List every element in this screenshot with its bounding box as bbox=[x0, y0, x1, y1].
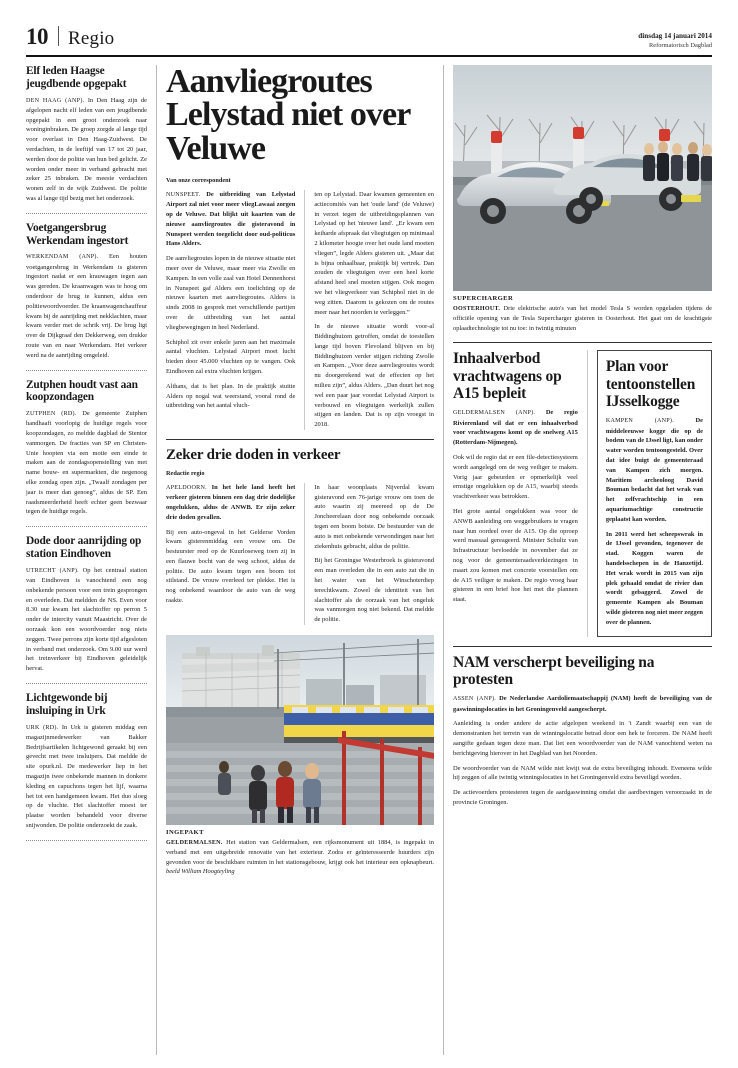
article-body bbox=[166, 190, 295, 249]
headline: Lichtgewonde bij insluiping in Urk bbox=[26, 692, 108, 717]
article-nam bbox=[453, 654, 712, 808]
photo-caption-text bbox=[453, 304, 712, 333]
article-body bbox=[26, 409, 147, 517]
article-body: In haar woonplaats Nijverdal kwam gisteravond een 76-jarige vrouw om toen de auto waarin zij meereed op de De Joncheerelaan door nog onbekende oorzaak tegen een boom botste. De bestuurder van de auto is met onbekende verwondingen naar het ziekenhuis gebracht, aldus de politie. bbox=[314, 483, 434, 550]
article-body: In de nieuwe situatie wordt voor-al Biddinghuizen getroffen, omdat de toestellen lange tijd boven Flevoland blijven en bij Biddinghuizen verder stijgen richting Zwolle en Kampen. „Voor deze aanvliegroutes wordt nu doorgerekend wat de effecten op het milieu zijn”, aldus Alders. „Dan duurt het nog wel een paar jaar voordat Lelystad Airport is verbouwd en vliegtuigen werkelijk zullen stijgen en landen. Dat is op zijn vroegst in 2018. bbox=[314, 323, 434, 429]
lead-text: De regio Rivierenland wil dat er een inhaalverbod voor vrachtwagens komt op de snelweg A15 (Rotterdam-Nijmegen). bbox=[453, 409, 578, 447]
article-body: Aanleiding is onder andere de actie afgelopen weekend in 't Zandt waarbij een van de demonstranten het terrein van de winningslocatie betrad door een hek te forceren. De NAM heeft aangifte gedaan tegen deze man. Dat liet een woordvoerder van de NAM vanochtend weten na berichtgeving hierover in het Dagblad van het Noorden. bbox=[453, 720, 712, 757]
article-body: Schiphol zit over enkele jaren aan het maximale aantal vluchten. Lelystad Airport moet lucht bieden door 45.000 vluchten op te vangen. Ook Eindhoven zal extra vluchten krijgen. bbox=[166, 338, 296, 375]
article-eindhoven bbox=[26, 535, 147, 674]
page-number: 10 bbox=[26, 24, 48, 49]
dateline: DEN HAAG (ANP). bbox=[26, 97, 85, 104]
right-split-row bbox=[453, 350, 712, 636]
divider bbox=[166, 439, 434, 440]
article-body: De woordvoerder van de NAM wilde niet kwijt wat de extra beveiliging inhoudt. Eveneens wilde hij zeggen of alle twintig winningslocaties in het Groningenveld extra beveiligd worden. bbox=[453, 764, 712, 782]
dateline: APELDOORN. bbox=[166, 484, 207, 491]
article-inhaalverbod bbox=[453, 350, 578, 636]
main-col-1 bbox=[166, 190, 295, 430]
article-body: Bij een auto-ongeval in het Gelderse Vorden kwam gisterenmiddag een vrouw om. De bestuurster reed op de Kuurloseweg toen zij in een flauwe bocht van de weg schoot, aldus de politie. De auto kwam tegen een boom tot stilstand. De vrouw overleed ter plekke. Het is nog onbekend waardoor de auto van de weg raakte. bbox=[166, 528, 296, 605]
body-text: Een houten voetgangersbrug in Werkendam is gisteren ingestort nadat er een krauwagen tegen aan was gereden. De kraanwagen was te hoog om onderdoor de brug te kunnen, aldus een politiewoordvoerder. De kraanwagenchauffeur kwam bij de aanrijding met nekklachten, maar kwam verder met de schrik vrij. De brug ligt over de Dijkgraaf den Dekkerweg, een drukke route van en naar Werkendam. Het verkeer werd na de aanrijding omgeleid. bbox=[26, 253, 147, 359]
article-body: Het grote aantal ongelukken was voor de ANWB aanleiding om weggebruikers te vragen naar hun oordeel over de A15. Op die oproep werd massaal gereageerd. Minister Schultz van Infrastructuur bevloedde in november dat ze nog voor de gemeenteraadsverkiezingen in maart zou komen met concrete voorstellen om de A15 veiliger te maken. De regio vroeg haar gisteren in een brief hoe het met die plannen staat. bbox=[453, 508, 578, 604]
article-body bbox=[26, 96, 147, 204]
headline: Elf leden Haagse jeugdbende opgepakt bbox=[26, 65, 127, 90]
main-byline: Van onze correspondent bbox=[166, 176, 231, 184]
article-body: De actievoerders protesteren tegen de aardgaswinning omdat die aardbevingen veroorzaakt in de provincie Groningen. bbox=[453, 789, 712, 806]
station-photo-graphic bbox=[166, 635, 434, 825]
lead-text: De uitbreiding van Lelystad Airport zal niet voor meer vliegLawaai zorgen op de Veluwe. Dat blijkt uit kaarten van de nieuwe aanvliegroutes die gisteravond in Nunspeet werden toegelicht door oud-politicus Hans Alders. bbox=[166, 190, 296, 248]
article-body bbox=[26, 723, 147, 831]
caption-body: Het station van Geldermalsen, een rijksmonument uit 1884, is ingepakt in verband met een uitgebreide renovatie van het exterieur. Zodra er geïnteresseerde huurders zijn gevonden voor de beschikbare ruimten in het stationsgebouw, krijgt ook het interieur een opknapbeurt. bbox=[166, 839, 434, 866]
article-body bbox=[453, 694, 712, 714]
column-middle bbox=[156, 65, 443, 1055]
photo-credit: beeld William Hoogteyling bbox=[166, 868, 235, 876]
masthead-left bbox=[26, 24, 114, 50]
article-voetgangersbrug bbox=[26, 222, 147, 361]
article-ijsselkogge bbox=[597, 350, 712, 636]
caption-dateline: GELDERMALSEN. bbox=[166, 840, 223, 847]
dateline: GELDERMALSEN (ANP). bbox=[453, 410, 536, 417]
caption-body: Drie elektrische auto's van het model Tesla S worden opgeladen tijdens de officiële opening van de Tesla Supercharger gisteren in Oosterhout. Het gaat om de krachtigste oplaadtechnologie tot nu toe: in twintig minuten bbox=[453, 305, 712, 332]
divider bbox=[26, 370, 147, 371]
article-body bbox=[166, 483, 295, 523]
article-body: De aanvliegroutes lopen in de nieuwe situatie niet meer over de Veluwe, maar meer via Zwolle en Kampen. In een volle zaal van Hotel Dennenhorst in Nunspeet gaf Alders een toelichting op de nieuwe kaarten met aanvliegroutes. Alders is sinds 2008 in gesprek met verschillende partijen over de uitbreiding van het aantal vliegbewegingen in heel Nederland. bbox=[166, 255, 296, 331]
photo-caption-text bbox=[166, 838, 434, 877]
article-body bbox=[453, 408, 578, 448]
dateline: URK (RD). bbox=[26, 724, 59, 731]
divider bbox=[26, 840, 147, 841]
photo-caption-label: SUPERCHARGER bbox=[453, 295, 514, 302]
divider bbox=[453, 342, 712, 343]
article-body: In 2011 werd het scheepswrak in de IJssel gevonden, tegenover de stad. Koggen waren de handelsschepen in de Hanzetijd. Het wrak wordt in 2015 van zijn plek gehaald omdat de rivier dan wordt gebaggerd. Zowel de gemeente Kampen als Bouman wilde gisteren nog niet meer zeggen over de plannen. bbox=[605, 530, 704, 626]
verkeer-columns bbox=[166, 483, 434, 625]
article-urk bbox=[26, 692, 147, 831]
body-text: In Den Haag zijn de afgelopen nacht elf leden van een jeugdbende opgepakt in een groot onderzoek naar woninginbraken. De groep zorgde al lange tijd voor overlast in Den Haag-Zuidwest. De verdachten, in de leeftijd van 17 tot 20 jaar, werden door de politie van hun bed gelicht. Ze worden onder meer in verband gebracht met zeker 25 inbraken. De meeste verdachten wonen zelf in de wijk Zuidwest. De politie was al lange tijd bezig met het onderzoek. bbox=[26, 96, 148, 202]
station-photo-block bbox=[166, 635, 434, 877]
supercharger-photo-graphic bbox=[453, 65, 712, 291]
dateline: ZUTPHEN (RD). bbox=[26, 411, 77, 418]
body-text: De gemeente Zutphen handhaaft voorlopig de huidige regels voor koopzondagen, zo meldde dagblad de Stentor vanmorgen. De fracties van SP en Christen-Unie hoopten via een motie een einde te maken aan de zondagsopenstelling van met name bouw- en supermarkten, die negenoog elke zondag open zijn. „Twaalf zondagen per jaar is meer dan genoeg”, aldus de SP. Een raadsmeerderheid heeft echter geen bezwaar tegen de huidige regels. bbox=[26, 410, 148, 516]
headline: Zutphen houdt vast aan koopzondagen bbox=[26, 378, 138, 404]
column-right bbox=[443, 65, 712, 1055]
article-body: ten op Lelystad. Daar kwamen gemeenten en actiecomités van het 'oude land' (de Veluwe) in verzet tegen de uitbreidingsplannen van Lelystad op het 'nieuwe land'. „Er kwam een keiharde afspraak dat vliegtuigen op minimaal 2 kilometer hoogte over het oude land moeten vliegen”, legde Alders gisteren uit. „Maar dat is bijna onhaalbaar, praktijk bij vertrek. Dan zouden de vliegtuigen over een heel korte afstand heel snel moeten stijgen. Ook mogen we het vliegverkeer van Schiphol niet in de weg zitten. Daarom is gekozen om de routes meer naar het noorden te verleggen.” bbox=[314, 190, 434, 316]
masthead-right bbox=[638, 32, 712, 50]
article-ijsselkogge-wrap bbox=[587, 350, 712, 636]
headline: Plan voor tentoonstellen IJsselkogge bbox=[605, 358, 696, 411]
main-headline: Aanvliegroutes Lelystad niet over Veluwe bbox=[166, 63, 410, 167]
main-col-2 bbox=[304, 190, 434, 430]
article-body bbox=[26, 566, 147, 674]
body-text: Op het centraal station van Eindhoven is vanochtend een nog onbekende persoon voor een trein gesprongen en overleden. Dat meldden de NS. Even voor 8.30 uur kwam het slachtoffer op perron 5 onder de intercity vanuit Maastricht. Over de oorzaak kon een woordvoerder nog niets zeggen. Twee perrons zijn korte tijd afgesloten in verband met onderzoek. Om 9.00 uur werd het treinverkeer bij Eindhoven geleidelijk hervat. bbox=[26, 566, 147, 673]
article-zutphen bbox=[26, 379, 147, 518]
page-content bbox=[26, 65, 712, 1055]
dateline: KAMPEN (ANP). bbox=[605, 418, 674, 425]
lead-text: De middeleeuwse kogge die op de bodem van de IJssel ligt, kan onder water worden tentoongesteld. Over dat idee buigt de gemeenteraad van Kampen zich morgen. Maritiem archeoloog David Bouman bedacht dat het wrak van het zelfvrachtschip in een aquariumachtige constructie geplaatst kan worden. bbox=[605, 417, 703, 523]
article-body bbox=[606, 416, 703, 524]
lead-text: De Nederlandse Aardoliemaatschappij (NAM) heeft de beveiliging van de gaswinningslocaties in het Groningenveld aangescherpt. bbox=[453, 695, 712, 713]
dateline: ASSEN (ANP). bbox=[453, 696, 497, 703]
verkeer-byline: Redactie regio bbox=[166, 469, 205, 477]
article-body: Bij het Groningse Westerbroek is gisteravond een man overleden die in een auto zat die in het water van het Winschoterdiep terechtkwam. Zowel de identiteit van het slachtoffer als de oorzaak van het ongeluk was vanmorgen nog niet bekend. Dat meldde de politie. bbox=[314, 557, 434, 624]
column-left bbox=[26, 65, 156, 1055]
headline: Voetgangersbrug Werkendam ingestort bbox=[26, 221, 129, 247]
headline: Dode door aanrijding op station Eindhoven bbox=[26, 535, 142, 561]
divider bbox=[26, 213, 147, 214]
dateline: NUNSPEET. bbox=[166, 191, 201, 198]
paper-name: Reformatorisch Dagblad bbox=[649, 42, 712, 49]
article-body bbox=[26, 252, 147, 360]
headline: NAM verscherpt beveiliging na protesten bbox=[453, 653, 655, 688]
lead-text: In het hele land heeft het verkeer gisteren binnen een dag drie dodelijke ongelukken, aldus de ANWB. Er zijn zeker drie doden gevallen. bbox=[166, 483, 296, 521]
dateline: UTRECHT (ANP). bbox=[26, 567, 79, 574]
supercharger-photo bbox=[453, 65, 712, 291]
article-body: Althans, dat is het plan. In de praktijk stuitte Alders op nogal wat weerstand, vooral rond de uitbreiding van het aantal vluch- bbox=[166, 382, 296, 410]
issue-date: dinsdag 14 januari 2014 bbox=[638, 32, 712, 40]
article-jeugdbende bbox=[26, 65, 147, 204]
body-text: In Urk is gisteren middag een magazijnmedewerker van Bakker Bedrijfsartikelen lichtgewond geraakt bij een gevecht met twee insluipers. Dat meldde de site opurk.nl. De medewerker liep in het magazijn twee onbekende mannen in donkere kleding en capuchons tegen het lijf, waarna het tot een handgemeen kwam. Het duo sloeg op de vluchte. Het slachtoffer moest ter plaatse worden behandeld voor diverse snijwonden. De politie onderzoekt de zaak. bbox=[26, 723, 147, 829]
divider bbox=[26, 683, 147, 684]
verkeer-col-1 bbox=[166, 483, 295, 625]
main-article-columns bbox=[166, 190, 434, 430]
divider bbox=[453, 646, 712, 647]
photo-caption-label: INGEPAKT bbox=[166, 829, 204, 837]
masthead bbox=[26, 24, 712, 57]
masthead-divider-rule bbox=[58, 26, 59, 46]
headline: Inhaalverbod vrachtwagens op A15 bepleit bbox=[453, 350, 562, 403]
section-title: Regio bbox=[68, 28, 115, 49]
verkeer-col-2 bbox=[304, 483, 434, 625]
dateline: WERKENDAM (ANP). bbox=[26, 254, 99, 261]
divider bbox=[26, 526, 147, 527]
station-photo bbox=[166, 635, 434, 825]
article-body: Ook wil de regio dat er een file-detectiesysteem wordt aangelegd om de weg veiliger te maken. Vorig jaar gebeurden er opmerkelijk veel ernstige ongelukken op de A15, waarbij steeds vrachtverkeer was betrokken. bbox=[453, 454, 578, 501]
caption-dateline: OOSTERHOUT. bbox=[453, 306, 501, 312]
headline-verkeer: Zeker drie doden in verkeer bbox=[166, 447, 341, 464]
